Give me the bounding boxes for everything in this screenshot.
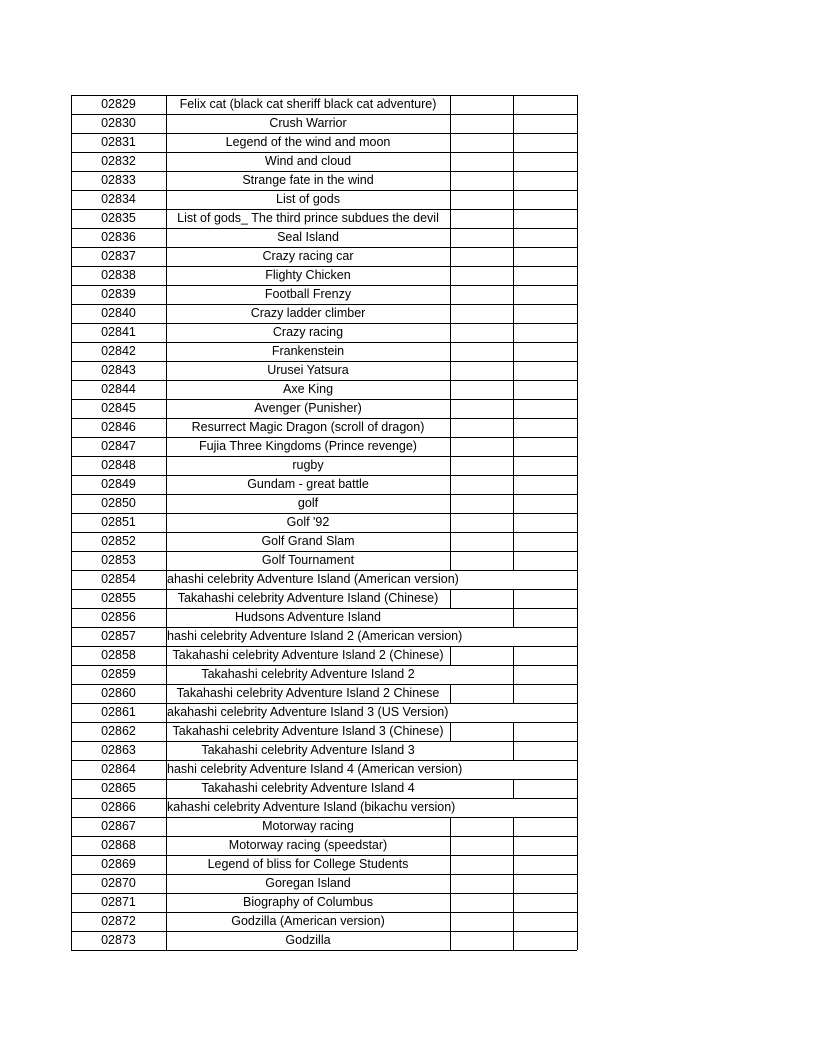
blank-cell[interactable] (450, 190, 513, 209)
table-row (71, 285, 577, 304)
row-title-cell[interactable]: Motorway racing (262, 819, 354, 833)
row-title-cell[interactable]: Legend of bliss for College Students (207, 857, 409, 871)
blank-cell[interactable] (450, 114, 513, 133)
row-title-cell[interactable]: Takahashi celebrity Adventure Island 3 (Chinese) (172, 724, 444, 738)
row-title-cell[interactable]: Golf '92 (286, 515, 330, 529)
blank-cell[interactable] (450, 418, 513, 437)
row-id-cell[interactable]: 02847 (101, 439, 136, 453)
blank-cell[interactable] (513, 418, 577, 437)
blank-cell[interactable] (513, 608, 577, 627)
table-row (71, 627, 577, 646)
blank-cell[interactable] (513, 456, 577, 475)
row-id-cell[interactable]: 02866 (101, 800, 136, 814)
blank-cell[interactable] (513, 133, 577, 152)
row-title-cell[interactable]: golf (297, 496, 319, 510)
row-title-cell[interactable]: Urusei Yatsura (267, 363, 349, 377)
table-row (71, 437, 577, 456)
table-row (71, 912, 577, 931)
blank-cell[interactable] (513, 627, 577, 646)
table-row (71, 760, 577, 779)
blank-cell[interactable] (513, 266, 577, 285)
blank-cell[interactable] (450, 475, 513, 494)
table-row (71, 893, 577, 912)
blank-cell[interactable] (513, 228, 577, 247)
blank-cell[interactable] (513, 551, 577, 570)
row-title-cell[interactable]: Takahashi celebrity Adventure Island 2 (201, 667, 415, 681)
row-id-cell[interactable]: 02857 (101, 629, 136, 643)
blank-cell[interactable] (513, 665, 577, 684)
table-row (71, 361, 577, 380)
table-row (71, 570, 577, 589)
table-row (71, 95, 577, 114)
row-title-cell[interactable]: Godzilla (285, 933, 331, 947)
blank-cell[interactable] (513, 855, 577, 874)
row-title-cell[interactable]: Crush Warrior (269, 116, 347, 130)
blank-cell[interactable] (450, 133, 513, 152)
table-row (71, 608, 577, 627)
blank-cell[interactable] (450, 247, 513, 266)
blank-cell[interactable] (513, 912, 577, 931)
blank-cell[interactable] (513, 532, 577, 551)
row-id-cell[interactable]: 02868 (101, 838, 136, 852)
blank-cell[interactable] (450, 855, 513, 874)
row-id-cell[interactable]: 02850 (101, 496, 136, 510)
blank-cell[interactable] (450, 931, 513, 950)
row-id-cell[interactable]: 02855 (101, 591, 136, 605)
blank-cell[interactable] (450, 228, 513, 247)
row-id-cell[interactable]: 02839 (101, 287, 136, 301)
blank-cell[interactable] (450, 380, 513, 399)
row-title-cell[interactable]: List of gods_ The third prince subdues the devil (177, 211, 439, 225)
blank-cell[interactable] (450, 494, 513, 513)
blank-cell[interactable] (513, 304, 577, 323)
blank-cell[interactable] (450, 646, 513, 665)
table-row (71, 741, 577, 760)
blank-cell[interactable] (450, 532, 513, 551)
row-id-cell[interactable]: 02838 (101, 268, 136, 282)
table-row (71, 323, 577, 342)
table-row (71, 798, 577, 817)
blank-cell[interactable] (513, 209, 577, 228)
table-row (71, 475, 577, 494)
table-row (71, 589, 577, 608)
row-title-cell[interactable]: kahashi celebrity Adventure Island (bikachu version) (167, 800, 456, 814)
row-id-cell[interactable]: 02829 (101, 97, 136, 111)
row-id-cell[interactable]: 02848 (101, 458, 136, 472)
row-id-cell[interactable]: 02837 (101, 249, 136, 263)
table-row (71, 247, 577, 266)
blank-cell[interactable] (513, 380, 577, 399)
table-row (71, 665, 577, 684)
table-row (71, 342, 577, 361)
row-title-cell[interactable]: Golf Tournament (261, 553, 355, 567)
row-title-cell[interactable]: Golf Grand Slam (261, 534, 355, 548)
row-title-cell[interactable]: Strange fate in the wind (242, 173, 374, 187)
row-title-cell[interactable]: Wind and cloud (264, 154, 352, 168)
blank-cell[interactable] (513, 247, 577, 266)
blank-cell[interactable] (450, 285, 513, 304)
row-id-cell[interactable]: 02859 (101, 667, 136, 681)
row-title-cell[interactable]: Resurrect Magic Dragon (scroll of dragon) (191, 420, 425, 434)
row-title-cell[interactable]: akahashi celebrity Adventure Island 3 (US Version) (167, 705, 449, 719)
row-title-cell[interactable]: Takahashi celebrity Adventure Island (Chinese) (177, 591, 439, 605)
row-title-cell[interactable]: Gundam - great battle (247, 477, 369, 491)
row-title-cell[interactable]: Takahashi celebrity Adventure Island 4 (201, 781, 415, 795)
row-title-cell[interactable]: Biography of Columbus (243, 895, 373, 909)
table-row (71, 703, 577, 722)
row-id-cell[interactable]: 02846 (101, 420, 136, 434)
row-id-cell[interactable]: 02831 (101, 135, 136, 149)
table-row (71, 190, 577, 209)
row-title-cell[interactable]: Crazy racing (272, 325, 344, 339)
blank-cell[interactable] (513, 323, 577, 342)
blank-cell[interactable] (450, 266, 513, 285)
row-title-cell[interactable]: Avenger (Punisher) (254, 401, 362, 415)
blank-cell[interactable] (513, 874, 577, 893)
blank-cell[interactable] (450, 456, 513, 475)
row-title-cell[interactable]: Axe King (282, 382, 334, 396)
row-id-cell[interactable]: 02854 (101, 572, 136, 586)
table-row (71, 209, 577, 228)
table-row (71, 133, 577, 152)
blank-cell[interactable] (513, 437, 577, 456)
row-id-cell[interactable]: 02836 (101, 230, 136, 244)
spreadsheet-table (71, 95, 577, 950)
blank-cell[interactable] (513, 171, 577, 190)
blank-cell[interactable] (450, 152, 513, 171)
row-title-cell[interactable]: Motorway racing (speedstar) (228, 838, 388, 852)
row-title-cell[interactable]: Crazy ladder climber (250, 306, 366, 320)
blank-cell[interactable] (513, 893, 577, 912)
blank-cell[interactable] (513, 646, 577, 665)
row-title-cell[interactable]: Flighty Chicken (265, 268, 351, 282)
table-row (71, 304, 577, 323)
row-title-cell[interactable]: Godzilla (American version) (231, 914, 385, 928)
blank-cell[interactable] (513, 570, 577, 589)
row-id-cell[interactable]: 02872 (101, 914, 136, 928)
row-title-cell[interactable]: Frankenstein (271, 344, 345, 358)
blank-cell[interactable] (450, 95, 513, 114)
blank-cell[interactable] (513, 399, 577, 418)
table-row (71, 399, 577, 418)
table-row (71, 646, 577, 665)
blank-cell[interactable] (450, 304, 513, 323)
blank-cell[interactable] (513, 152, 577, 171)
table-row (71, 456, 577, 475)
row-title-cell[interactable]: hashi celebrity Adventure Island 4 (American version) (167, 762, 463, 776)
table-row (71, 817, 577, 836)
row-id-cell[interactable]: 02865 (101, 781, 136, 795)
row-id-cell[interactable]: 02860 (101, 686, 136, 700)
blank-cell[interactable] (513, 836, 577, 855)
row-id-cell[interactable]: 02841 (101, 325, 136, 339)
row-id-cell[interactable]: 02845 (101, 401, 136, 415)
blank-cell[interactable] (450, 323, 513, 342)
row-title-cell[interactable]: Felix cat (black cat sheriff black cat adventure) (179, 97, 437, 111)
table-row (71, 855, 577, 874)
table-row (71, 722, 577, 741)
blank-cell[interactable] (450, 513, 513, 532)
blank-cell[interactable] (513, 190, 577, 209)
blank-cell[interactable] (513, 285, 577, 304)
row-id-cell[interactable]: 02861 (101, 705, 136, 719)
blank-cell[interactable] (513, 779, 577, 798)
table-row (71, 779, 577, 798)
row-id-cell[interactable]: 02842 (101, 344, 136, 358)
blank-cell[interactable] (450, 437, 513, 456)
blank-cell[interactable] (513, 114, 577, 133)
row-id-cell[interactable]: 02863 (101, 743, 136, 757)
blank-cell[interactable] (450, 361, 513, 380)
row-id-cell[interactable]: 02870 (101, 876, 136, 890)
blank-cell[interactable] (513, 703, 577, 722)
blank-cell[interactable] (513, 722, 577, 741)
blank-cell[interactable] (513, 931, 577, 950)
table-row (71, 228, 577, 247)
row-title-cell[interactable]: hashi celebrity Adventure Island 2 (American version) (167, 629, 463, 643)
blank-cell[interactable] (513, 760, 577, 779)
blank-cell[interactable] (513, 342, 577, 361)
row-title-cell[interactable]: Goregan Island (265, 876, 351, 890)
row-id-cell[interactable]: 02858 (101, 648, 136, 662)
row-title-cell[interactable]: Hudsons Adventure Island (235, 610, 381, 624)
blank-cell[interactable] (450, 209, 513, 228)
table-row (71, 513, 577, 532)
table-row (71, 266, 577, 285)
row-id-cell[interactable]: 02864 (101, 762, 136, 776)
blank-cell[interactable] (450, 893, 513, 912)
row-id-cell[interactable]: 02832 (101, 154, 136, 168)
row-title-cell[interactable]: ahashi celebrity Adventure Island (American version) (167, 572, 459, 586)
row-id-cell[interactable]: 02843 (101, 363, 136, 377)
blank-cell[interactable] (513, 95, 577, 114)
table-row (71, 551, 577, 570)
row-title-cell[interactable]: Takahashi celebrity Adventure Island 3 (201, 743, 415, 757)
table-row (71, 532, 577, 551)
row-id-cell[interactable]: 02856 (101, 610, 136, 624)
table-row (71, 684, 577, 703)
row-title-cell[interactable]: rugby (292, 458, 324, 472)
row-id-cell[interactable]: 02869 (101, 857, 136, 871)
table-row (71, 494, 577, 513)
row-id-cell[interactable]: 02862 (101, 724, 136, 738)
blank-cell[interactable] (513, 589, 577, 608)
row-title-cell[interactable]: Takahashi celebrity Adventure Island 2 (Chinese) (172, 648, 444, 662)
blank-cell[interactable] (450, 171, 513, 190)
blank-cell[interactable] (513, 684, 577, 703)
table-row (71, 380, 577, 399)
table-row (71, 152, 577, 171)
row-title-cell[interactable]: Fujia Three Kingdoms (Prince revenge) (199, 439, 417, 453)
row-id-cell[interactable]: 02871 (101, 895, 136, 909)
row-title-cell[interactable]: Takahashi celebrity Adventure Island 2 Chinese (176, 686, 440, 700)
blank-cell[interactable] (513, 741, 577, 760)
blank-cell[interactable] (450, 551, 513, 570)
row-id-cell[interactable]: 02851 (101, 515, 136, 529)
blank-cell[interactable] (450, 342, 513, 361)
blank-cell[interactable] (450, 817, 513, 836)
table-row (71, 874, 577, 893)
row-id-cell[interactable]: 02833 (101, 173, 136, 187)
row-id-cell[interactable]: 02873 (101, 933, 136, 947)
row-id-cell[interactable]: 02852 (101, 534, 136, 548)
row-title-cell[interactable]: Seal Island (277, 230, 339, 244)
blank-cell[interactable] (450, 399, 513, 418)
blank-cell[interactable] (450, 684, 513, 703)
blank-cell[interactable] (513, 475, 577, 494)
table-row (71, 931, 577, 950)
blank-cell[interactable] (513, 494, 577, 513)
blank-cell[interactable] (450, 722, 513, 741)
row-id-cell[interactable]: 02830 (101, 116, 136, 130)
blank-cell[interactable] (450, 874, 513, 893)
row-title-cell[interactable]: Football Frenzy (264, 287, 352, 301)
row-id-cell[interactable]: 02834 (101, 192, 136, 206)
row-id-cell[interactable]: 02867 (101, 819, 136, 833)
table-row (71, 418, 577, 437)
table-row (71, 114, 577, 133)
row-id-cell[interactable]: 02849 (101, 477, 136, 491)
blank-cell[interactable] (450, 589, 513, 608)
table-row (71, 171, 577, 190)
row-id-cell[interactable]: 02853 (101, 553, 136, 567)
blank-cell[interactable] (513, 798, 577, 817)
blank-cell[interactable] (513, 817, 577, 836)
row-id-cell[interactable]: 02835 (101, 211, 136, 225)
blank-cell[interactable] (513, 513, 577, 532)
blank-cell[interactable] (450, 836, 513, 855)
row-title-cell[interactable]: Crazy racing car (262, 249, 354, 263)
blank-cell[interactable] (450, 912, 513, 931)
row-id-cell[interactable]: 02840 (101, 306, 136, 320)
row-title-cell[interactable]: List of gods (276, 192, 340, 206)
table-row (71, 836, 577, 855)
row-id-cell[interactable]: 02844 (101, 382, 136, 396)
blank-cell[interactable] (513, 361, 577, 380)
row-title-cell[interactable]: Legend of the wind and moon (225, 135, 391, 149)
